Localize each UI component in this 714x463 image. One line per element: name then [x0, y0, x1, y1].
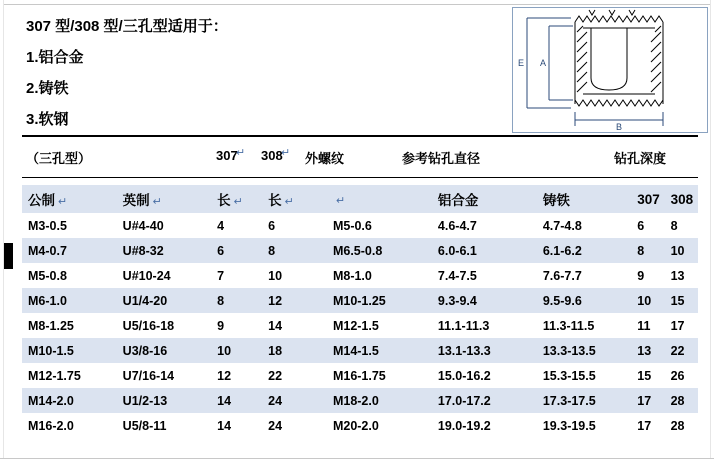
col-header-thread [331, 185, 436, 213]
intro-block [26, 11, 506, 135]
table-row [22, 238, 698, 263]
cell-length-307: 8 [213, 288, 264, 313]
cell-metric: M8-1.25 [22, 313, 119, 338]
pilcrow-mark: ↵ [284, 196, 294, 208]
dim-label-a: A [540, 58, 547, 68]
cell-depth-307: 8 [635, 238, 664, 263]
section-reference-hole-diameter: 参考钻孔直径 [402, 151, 481, 166]
cell-thread: M20-2.0 [331, 413, 436, 438]
page-right-border [710, 0, 714, 463]
cell-cast-iron: 11.3-11.5 [541, 313, 635, 338]
cell-cast-iron: 17.3-17.5 [541, 388, 635, 413]
col-header-length-307: 长 ↵ [213, 185, 264, 213]
cell-metric: M12-1.75 [22, 363, 119, 388]
cell-depth-307: 11 [635, 313, 664, 338]
cell-depth-308: 17 [665, 313, 698, 338]
cell-aluminium: 9.3-9.4 [436, 288, 541, 313]
cell-length-307: 6 [213, 238, 264, 263]
threaded-insert-diagram [512, 7, 708, 133]
cell-depth-308: 28 [665, 413, 698, 438]
cell-aluminium: 4.6-4.7 [436, 213, 541, 238]
header-divider-thin [22, 177, 698, 178]
cell-imperial: U3/8-16 [119, 338, 214, 363]
cell-thread: M18-2.0 [331, 388, 436, 413]
cell-aluminium: 11.1-11.3 [436, 313, 541, 338]
cell-thread: M6.5-0.8 [331, 238, 436, 263]
col-header-aluminium: 铝合金 [436, 185, 541, 213]
cell-cast-iron: 19.3-19.5 [541, 413, 635, 438]
cell-length-308: 8 [264, 238, 331, 263]
cell-depth-308: 26 [665, 363, 698, 388]
cell-aluminium: 17.0-17.2 [436, 388, 541, 413]
table-row [22, 313, 698, 338]
cell-cast-iron: 9.5-9.6 [541, 288, 635, 313]
cell-depth-308: 10 [665, 238, 698, 263]
cell-thread: M8-1.0 [331, 263, 436, 288]
section-type-label: （三孔型） [26, 151, 92, 166]
cell-length-308: 6 [264, 213, 331, 238]
cell-depth-308: 22 [665, 338, 698, 363]
cell-metric: M3-0.5 [22, 213, 119, 238]
section-external-thread: 外螺纹 [305, 151, 345, 166]
intro-item-1: 1.铝合金 [26, 49, 84, 66]
cell-length-308: 22 [264, 363, 331, 388]
section-hole-depth: 钻孔深度 [614, 151, 667, 166]
cell-length-307: 14 [213, 388, 264, 413]
cell-imperial: U#4-40 [119, 213, 214, 238]
pilcrow-mark-2: ↵ [281, 147, 291, 159]
dim-label-b: B [616, 122, 623, 132]
header-divider-thick [22, 135, 698, 137]
cell-thread: M5-0.6 [331, 213, 436, 238]
cell-length-307: 4 [213, 213, 264, 238]
cell-length-307: 7 [213, 263, 264, 288]
col-header-cast-iron: 铸铁 [541, 185, 635, 213]
table-row [22, 288, 698, 313]
section-col-308: 308 [261, 148, 283, 163]
cell-length-308: 14 [264, 313, 331, 338]
spec-table-head [22, 185, 698, 213]
cell-cast-iron: 4.7-4.8 [541, 213, 635, 238]
cell-imperial: U7/16-14 [119, 363, 214, 388]
cell-depth-307: 15 [635, 363, 664, 388]
dim-label-e: E [518, 58, 525, 68]
table-row [22, 413, 698, 438]
table-row [22, 363, 698, 388]
cell-metric: M14-2.0 [22, 388, 119, 413]
cell-depth-307: 9 [635, 263, 664, 288]
cell-thread: M12-1.5 [331, 313, 436, 338]
cell-aluminium: 6.0-6.1 [436, 238, 541, 263]
cell-thread: M14-1.5 [331, 338, 436, 363]
cell-length-307: 14 [213, 413, 264, 438]
cell-length-308: 10 [264, 263, 331, 288]
cell-depth-307: 10 [635, 288, 664, 313]
cell-length-307: 10 [213, 338, 264, 363]
cell-length-307: 9 [213, 313, 264, 338]
cell-imperial: U#8-32 [119, 238, 214, 263]
cell-length-307: 12 [213, 363, 264, 388]
cell-metric: M16-2.0 [22, 413, 119, 438]
table-row [22, 213, 698, 238]
cell-cast-iron: 7.6-7.7 [541, 263, 635, 288]
cell-metric: M10-1.5 [22, 338, 119, 363]
pilcrow-mark: ↵ [152, 196, 162, 208]
intro-item-3: 3.软钢 [26, 111, 69, 128]
cell-thread: M16-1.75 [331, 363, 436, 388]
cell-length-308: 24 [264, 388, 331, 413]
spec-table-body [22, 213, 698, 438]
cell-imperial: U1/2-13 [119, 388, 214, 413]
cell-aluminium: 13.1-13.3 [436, 338, 541, 363]
cell-aluminium: 7.4-7.5 [436, 263, 541, 288]
cell-aluminium: 15.0-16.2 [436, 363, 541, 388]
cell-depth-308: 13 [665, 263, 698, 288]
intro-item-2: 2.铸铁 [26, 80, 69, 97]
pilcrow-mark: ↵ [233, 196, 243, 208]
cell-thread: M10-1.25 [331, 288, 436, 313]
cell-metric: M5-0.8 [22, 263, 119, 288]
cell-depth-307: 6 [635, 213, 664, 238]
cell-depth-308: 28 [665, 388, 698, 413]
cell-cast-iron: 13.3-13.5 [541, 338, 635, 363]
pilcrow-mark-1: ↵ [236, 147, 246, 159]
cell-imperial: U5/8-11 [119, 413, 214, 438]
table-header-row [22, 185, 698, 213]
table-row [22, 338, 698, 363]
cell-depth-308: 15 [665, 288, 698, 313]
intro-title: 307 型/308 型/三孔型适用于： [26, 18, 228, 35]
col-header-metric: 公制 ↵ [22, 185, 119, 213]
table-row [22, 388, 698, 413]
insert-cross-section-svg [513, 8, 707, 132]
col-header-length-308: 长 ↵ [264, 185, 331, 213]
cell-depth-307: 13 [635, 338, 664, 363]
cell-length-308: 12 [264, 288, 331, 313]
cell-imperial: U#10-24 [119, 263, 214, 288]
cell-metric: M4-0.7 [22, 238, 119, 263]
section-header-row [4, 144, 710, 174]
spec-table [22, 185, 698, 438]
pilcrow-mark: ↵ [58, 196, 68, 208]
cell-metric: M6-1.0 [22, 288, 119, 313]
cell-depth-307: 17 [635, 388, 664, 413]
cell-length-308: 18 [264, 338, 331, 363]
cell-cast-iron: 6.1-6.2 [541, 238, 635, 263]
document-page [4, 5, 710, 458]
cell-depth-308: 8 [665, 213, 698, 238]
cell-depth-307: 17 [635, 413, 664, 438]
col-header-imperial: 英制 ↵ [119, 185, 214, 213]
cell-imperial: U1/4-20 [119, 288, 214, 313]
cell-cast-iron: 15.3-15.5 [541, 363, 635, 388]
section-col-307: 307 [216, 148, 238, 163]
col-header-depth-308: 308 [665, 185, 698, 213]
cell-imperial: U5/16-18 [119, 313, 214, 338]
cell-aluminium: 19.0-19.2 [436, 413, 541, 438]
cell-length-308: 24 [264, 413, 331, 438]
table-row [22, 263, 698, 288]
page-bottom-border [0, 458, 714, 463]
col-header-depth-307: 307 [635, 185, 664, 213]
margin-marker [4, 243, 13, 269]
pilcrow-mark: ↵ [335, 194, 346, 207]
